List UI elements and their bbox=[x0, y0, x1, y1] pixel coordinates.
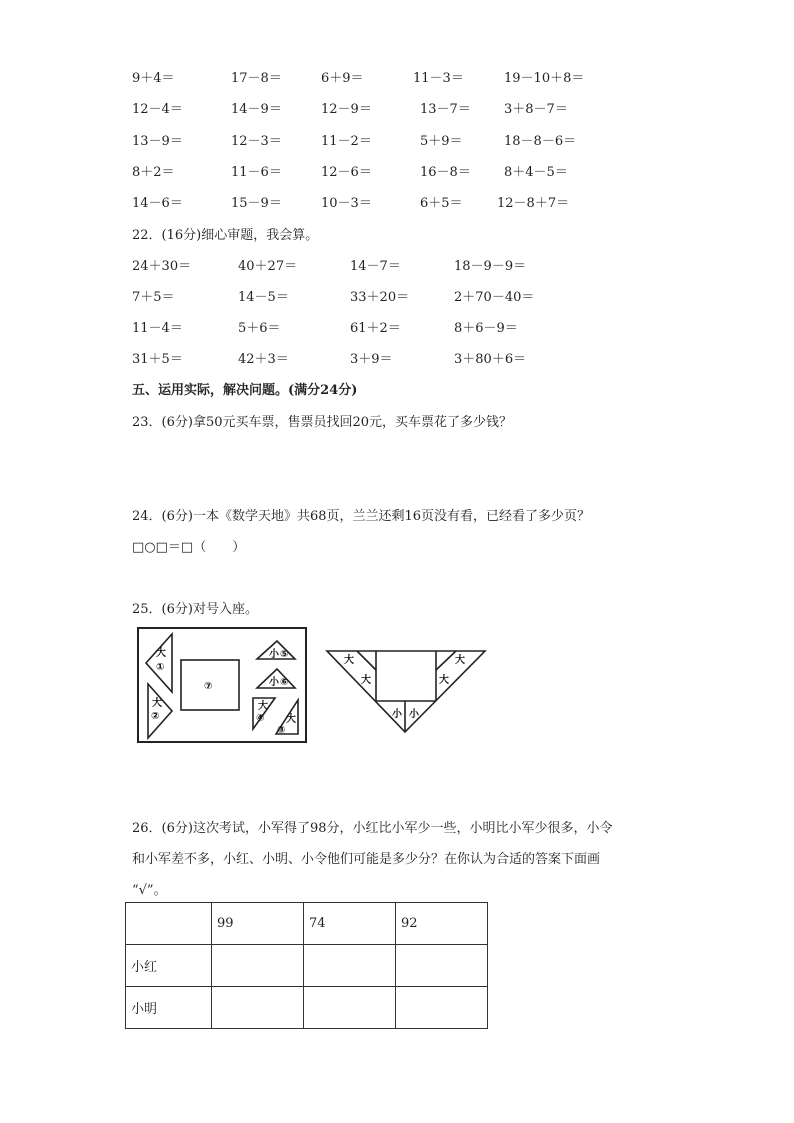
equation: 31＋5＝ bbox=[132, 352, 183, 367]
equation: 8＋4－5＝ bbox=[504, 165, 568, 180]
label-small: 小 bbox=[269, 677, 279, 688]
answer-cell[interactable] bbox=[212, 987, 304, 1029]
answer-cell[interactable] bbox=[396, 945, 488, 987]
equation: 14－6＝ bbox=[132, 196, 183, 211]
equation: 7＋5＝ bbox=[132, 290, 175, 305]
equation: 18－9－9＝ bbox=[454, 259, 527, 274]
equation: 3＋8－7＝ bbox=[504, 102, 568, 117]
label-big: 大 bbox=[286, 714, 296, 725]
equation: 24＋30＝ bbox=[132, 259, 192, 274]
label-n4: ④ bbox=[256, 713, 265, 724]
table-header-cell: 99 bbox=[212, 903, 304, 945]
label-n1: ① bbox=[156, 662, 165, 673]
label-big: 大 bbox=[344, 655, 354, 666]
equation: 19－10＋8＝ bbox=[504, 71, 585, 86]
answer-cell[interactable] bbox=[304, 987, 396, 1029]
equation: 3＋9＝ bbox=[350, 352, 393, 367]
equation: 11－4＝ bbox=[132, 321, 183, 336]
equation: 14－7＝ bbox=[350, 259, 401, 274]
equation: 11－6＝ bbox=[231, 165, 282, 180]
equation: 13－9＝ bbox=[132, 134, 183, 149]
equation: 12－3＝ bbox=[231, 134, 282, 149]
equation: 61＋2＝ bbox=[350, 321, 401, 336]
answer-cell[interactable] bbox=[396, 987, 488, 1029]
equation: 40＋27＝ bbox=[238, 259, 298, 274]
equation: 10－3＝ bbox=[321, 196, 372, 211]
question-24: 24．(6分)一本《数学天地》共68页，兰兰还剩16页没有看，已经看了多少页？ bbox=[132, 509, 591, 524]
section-5-title: 五、运用实际，解决问题。(满分24分) bbox=[132, 383, 358, 398]
label-n2: ② bbox=[151, 711, 160, 722]
equation: 6＋9＝ bbox=[321, 71, 364, 86]
label-big: 大 bbox=[455, 655, 465, 666]
question-23: 23．(6分)拿50元买车票，售票员找回20元，买车票花了多少钱？ bbox=[132, 415, 513, 430]
table-row bbox=[126, 987, 488, 1029]
label-big: 大 bbox=[156, 648, 166, 659]
table-header-row bbox=[126, 903, 488, 945]
equation: 18－8－6＝ bbox=[504, 134, 577, 149]
equation: 16－8＝ bbox=[420, 165, 471, 180]
tangram-figure bbox=[130, 622, 490, 746]
label-n5: ⑤ bbox=[280, 649, 289, 660]
equation: 12－4＝ bbox=[132, 102, 183, 117]
equation: 6＋5＝ bbox=[420, 196, 463, 211]
equation: 11－2＝ bbox=[321, 134, 372, 149]
question-24-formula: □○□＝□（ ） bbox=[132, 540, 246, 555]
equation: 2＋70－40＝ bbox=[454, 290, 535, 305]
equation: 8＋6－9＝ bbox=[454, 321, 518, 336]
row-name: 小明 bbox=[126, 987, 212, 1029]
question-25: 25．(6分)对号入座。 bbox=[132, 602, 258, 617]
equation: 12－9＝ bbox=[321, 102, 372, 117]
equation: 13－7＝ bbox=[420, 102, 471, 117]
equation: 3＋80＋6＝ bbox=[454, 352, 527, 367]
equation: 5＋6＝ bbox=[238, 321, 281, 336]
table-header-cell: 74 bbox=[304, 903, 396, 945]
answer-cell[interactable] bbox=[212, 945, 304, 987]
question-26-line-2: 和小军差不多，小红、小明、小令他们可能是多少分？在你认为合适的答案下面画 bbox=[132, 852, 601, 867]
question-26-line-1: 26．(6分)这次考试，小军得了98分，小红比小军少一些，小明比小军少很多，小令 bbox=[132, 821, 613, 836]
equation: 42＋3＝ bbox=[238, 352, 289, 367]
table-row bbox=[126, 945, 488, 987]
label-n3: ③ bbox=[277, 725, 286, 736]
equation: 12－6＝ bbox=[321, 165, 372, 180]
table-header-cell bbox=[126, 903, 212, 945]
question-26-line-3: “√”。 bbox=[132, 883, 167, 898]
equation: 14－9＝ bbox=[231, 102, 282, 117]
label-n7: ⑦ bbox=[204, 681, 213, 692]
equation: 5＋9＝ bbox=[420, 134, 463, 149]
label-big: 大 bbox=[258, 701, 268, 712]
row-name: 小红 bbox=[126, 945, 212, 987]
label-small: 小 bbox=[269, 649, 279, 660]
equation: 17－8＝ bbox=[231, 71, 282, 86]
equation: 12－8＋7＝ bbox=[497, 196, 570, 211]
equation: 33＋20＝ bbox=[350, 290, 410, 305]
equation: 8＋2＝ bbox=[132, 165, 175, 180]
label-small: 小 bbox=[392, 709, 402, 720]
label-big: 大 bbox=[439, 675, 449, 686]
equation: 11－3＝ bbox=[413, 71, 464, 86]
equation: 15－9＝ bbox=[231, 196, 282, 211]
question-22-title: 22．(16分)细心审题，我会算。 bbox=[132, 228, 319, 243]
label-big: 大 bbox=[361, 675, 371, 686]
label-small: 小 bbox=[409, 709, 419, 720]
equation: 9＋4＝ bbox=[132, 71, 175, 86]
answer-cell[interactable] bbox=[304, 945, 396, 987]
answer-table bbox=[125, 902, 488, 1029]
equation: 14－5＝ bbox=[238, 290, 289, 305]
table-header-cell: 92 bbox=[396, 903, 488, 945]
label-big: 大 bbox=[152, 698, 162, 709]
label-n6: ⑥ bbox=[280, 677, 289, 688]
